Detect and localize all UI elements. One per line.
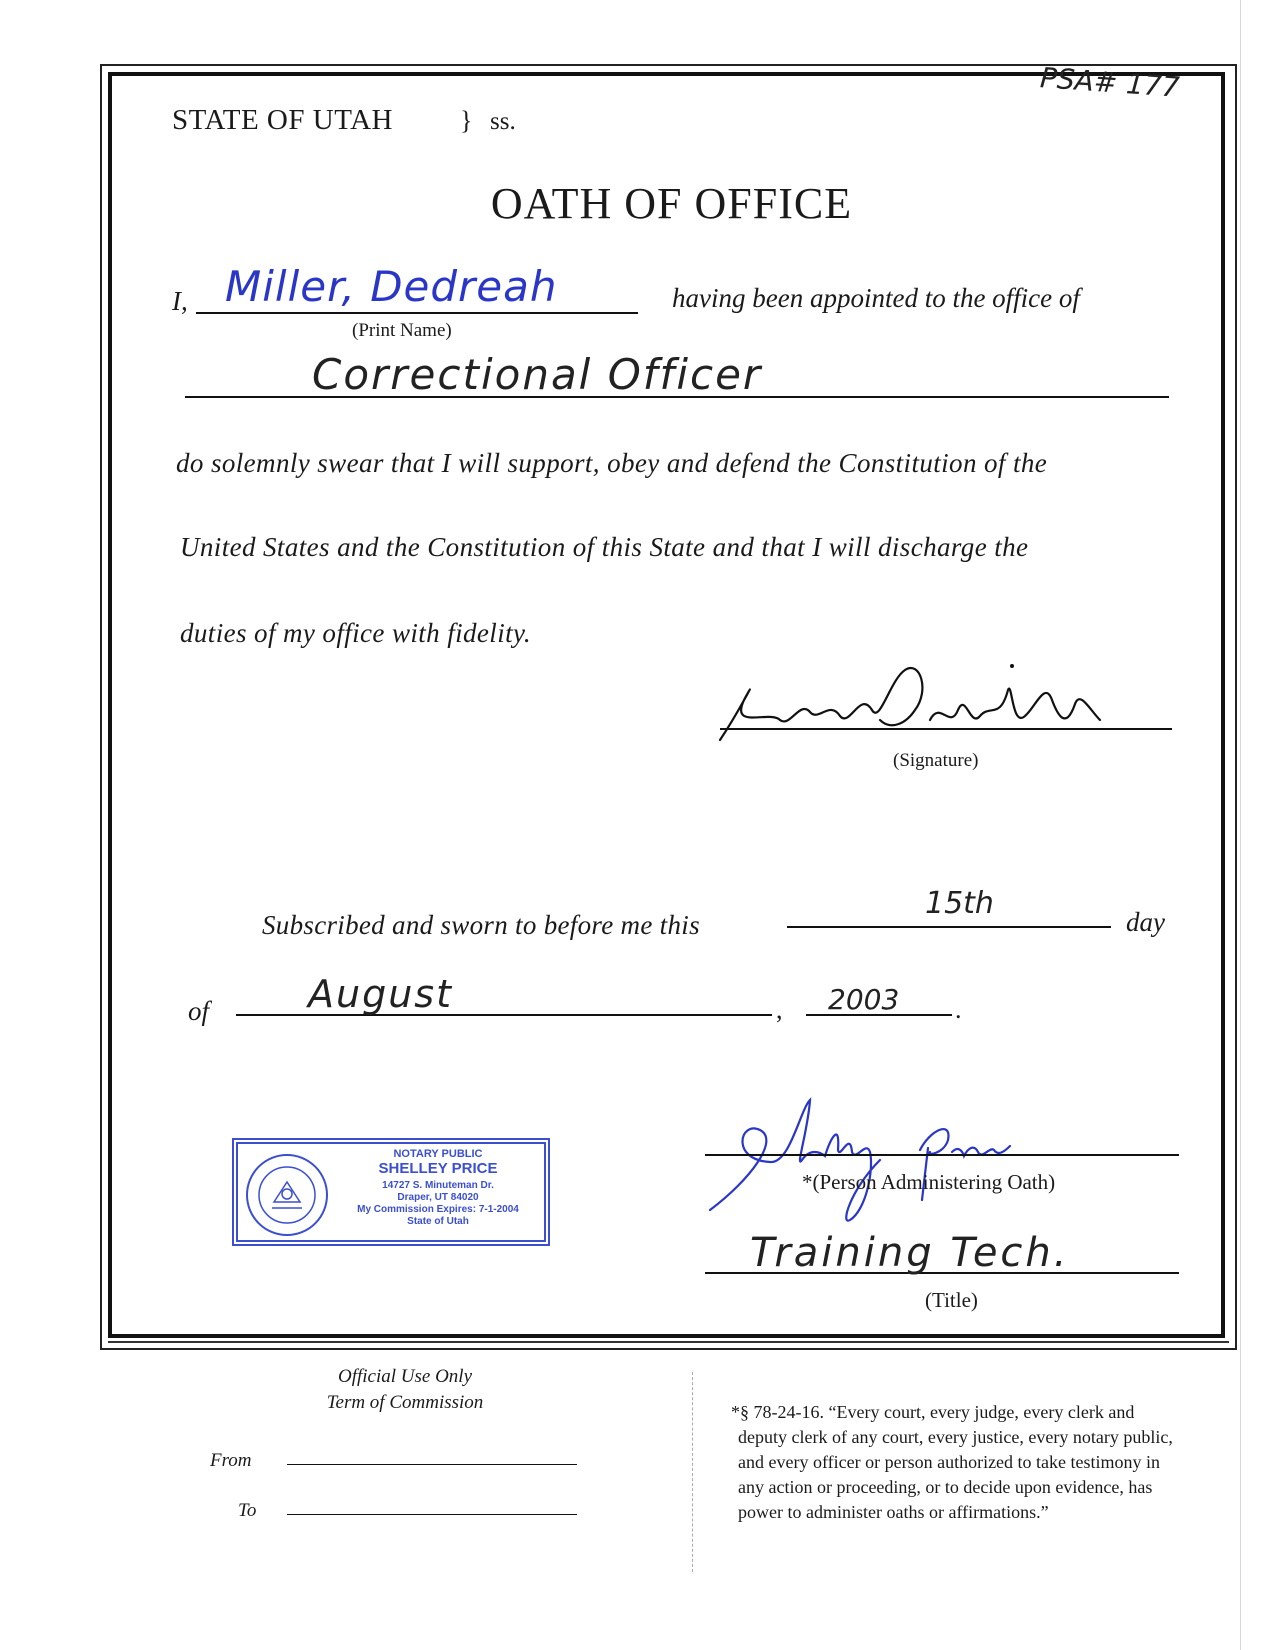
administrator-blank [705, 1154, 1179, 1156]
print-name-caption: (Print Name) [352, 320, 452, 341]
state-heading: STATE OF UTAH [172, 104, 393, 136]
scan-edge-line [1240, 0, 1241, 1650]
to-blank [287, 1514, 577, 1515]
footnote-line-4: any action or proceeding, or to decide upon evidence, has [738, 1477, 1153, 1497]
print-name-value: Miller, Dedreah [225, 262, 558, 311]
footnote-line-1: *§ 78-24-16. “Every court, every judge, every clerk and [731, 1402, 1135, 1422]
office-value: Correctional Officer [312, 350, 763, 399]
footnote-line-5: power to administer oaths or affirmations.” [738, 1502, 1049, 1522]
state-brace: } [460, 106, 473, 135]
oath-body-line-3: duties of my office with fidelity. [180, 618, 532, 648]
stamp-line-1: NOTARY PUBLIC [393, 1148, 483, 1160]
from-blank [287, 1464, 577, 1465]
stamp-line-4: Draper, UT 84020 [397, 1192, 479, 1203]
day-label: day [1126, 907, 1165, 937]
title-caption: (Title) [925, 1288, 978, 1312]
administrator-caption: *(Person Administering Oath) [802, 1170, 1056, 1194]
notary-stamp [232, 1138, 550, 1246]
to-label: To [238, 1500, 257, 1521]
stamp-line-5: My Commission Expires: 7-1-2004 [357, 1204, 519, 1215]
date-period: . [955, 995, 962, 1024]
from-label: From [210, 1450, 252, 1471]
footnote-line-2: deputy clerk of any court, every justice, every notary public, [738, 1427, 1173, 1447]
date-comma: , [776, 995, 783, 1024]
stamp-line-6: State of Utah [407, 1216, 469, 1227]
psa-note: PSA# 177 [1039, 61, 1181, 104]
sworn-text: Subscribed and sworn to before me this [262, 910, 700, 940]
day-blank [787, 926, 1111, 928]
footnote-line-3: and every officer or person authorized to take testimony in [738, 1452, 1161, 1472]
intro-i: I, [172, 286, 188, 316]
column-divider [692, 1372, 693, 1572]
stamp-line-2: SHELLEY PRICE [378, 1160, 498, 1177]
oath-body-line-2: United States and the Constitution of this State and that I will discharge the [180, 532, 1029, 562]
administrator-signature [690, 1090, 1070, 1230]
appointed-text: having been appointed to the office of [672, 283, 1080, 313]
year-value: 2003 [828, 983, 900, 1016]
signature-caption: (Signature) [893, 750, 979, 771]
day-value: 15th [925, 886, 994, 921]
document-border-bottom-rule [108, 1341, 1229, 1343]
ss-label: ss. [490, 108, 516, 135]
official-use-heading: Official Use Only [337, 1366, 473, 1387]
signature-blank [720, 728, 1172, 730]
state-seal-icon [244, 1152, 330, 1238]
term-of-commission-heading: Term of Commission [326, 1392, 484, 1413]
page-title: OATH OF OFFICE [490, 179, 853, 228]
print-name-blank [196, 312, 638, 314]
of-label: of [188, 996, 210, 1026]
title-value: Training Tech. [750, 1230, 1070, 1276]
stamp-line-3: 14727 S. Minuteman Dr. [382, 1180, 494, 1191]
oath-taker-signature [700, 650, 1120, 760]
month-value: August [308, 972, 453, 1016]
oath-body-line-1: do solemnly swear that I will support, obey and defend the Constitution of the [176, 448, 1048, 478]
